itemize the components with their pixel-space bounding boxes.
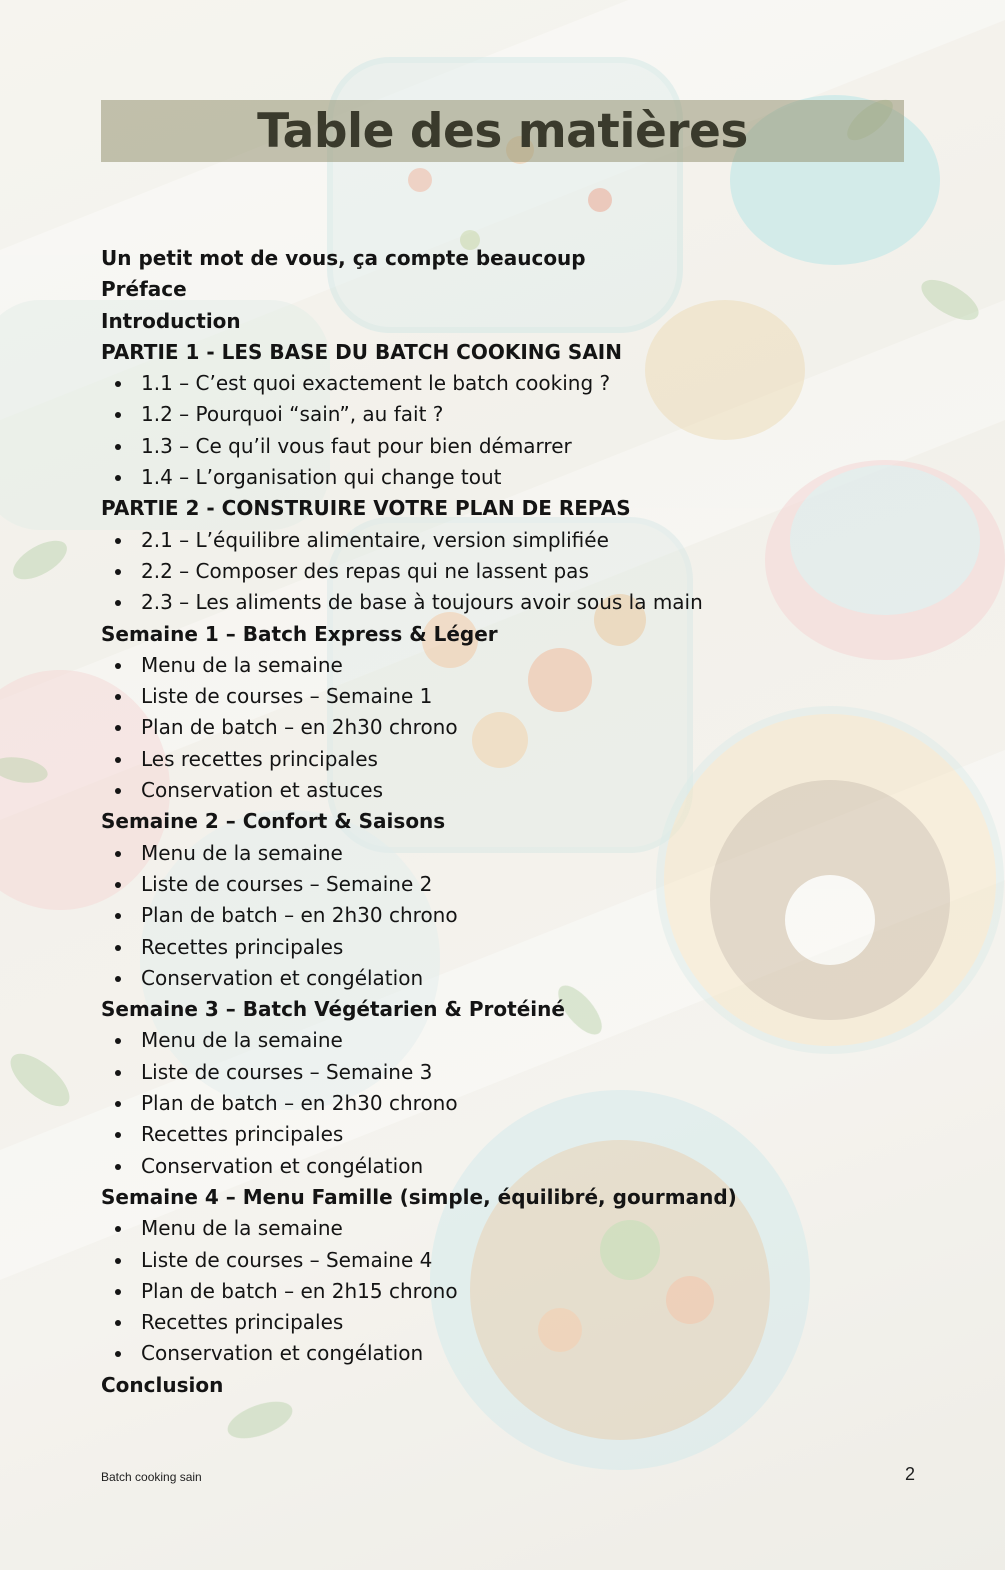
toc-entry[interactable]	[101, 368, 921, 399]
toc-section-heading[interactable]: Préface	[101, 277, 187, 302]
bullet-icon	[115, 976, 121, 982]
toc-entry-label: Menu de la semaine	[141, 652, 343, 677]
bullet-icon	[115, 788, 121, 794]
toc-entry-label: Recettes principales	[141, 934, 344, 959]
toc-entry-label: Liste de courses – Semaine 4	[141, 1247, 433, 1272]
toc-section-heading[interactable]: Un petit mot de vous, ça compte beaucoup	[101, 246, 586, 270]
toc-section-heading[interactable]: PARTIE 1 - LES BASE DU BATCH COOKING SAIN	[101, 339, 622, 364]
toc-entry[interactable]	[101, 744, 921, 775]
table-of-contents	[101, 243, 921, 1401]
bullet-icon	[115, 444, 121, 450]
toc-section-heading[interactable]: PARTIE 2 - CONSTRUIRE VOTRE PLAN DE REPAS	[101, 496, 631, 521]
toc-entry[interactable]	[101, 1057, 921, 1088]
toc-entry-label: 1.3 – Ce qu’il vous faut pour bien démarrer	[141, 433, 572, 458]
toc-entry[interactable]	[101, 1151, 921, 1182]
toc-entry-label: Conservation et congélation	[141, 965, 424, 990]
bullet-icon	[115, 1070, 121, 1076]
toc-entry-label: Menu de la semaine	[141, 1028, 343, 1053]
toc-entry[interactable]	[101, 1088, 921, 1119]
toc-entry-label: Les recettes principales	[141, 746, 378, 771]
bullet-icon	[115, 1132, 121, 1138]
page-title: Table des matières	[257, 103, 748, 159]
bullet-icon	[115, 694, 121, 700]
toc-entry[interactable]	[101, 681, 921, 712]
bullet-icon	[115, 1101, 121, 1107]
toc-section-heading[interactable]: Semaine 3 – Batch Végétarien & Protéiné	[101, 997, 565, 1022]
bullet-icon	[115, 1164, 121, 1170]
bullet-icon	[115, 725, 121, 731]
toc-entry-label: Plan de batch – en 2h30 chrono	[141, 903, 458, 928]
toc-section-heading[interactable]: Semaine 1 – Batch Express & Léger	[101, 621, 498, 646]
bullet-icon	[115, 663, 121, 669]
toc-entry-label: Liste de courses – Semaine 3	[141, 1059, 433, 1084]
toc-entry-label: Conservation et congélation	[141, 1341, 424, 1366]
bullet-icon	[115, 882, 121, 888]
toc-entry[interactable]	[101, 869, 921, 900]
bullet-icon	[115, 475, 121, 481]
toc-entry[interactable]	[101, 556, 921, 587]
toc-section-heading[interactable]: Introduction	[101, 308, 241, 333]
toc-entry-label: 2.2 – Composer des repas qui ne lassent pas	[141, 558, 589, 583]
toc-entry[interactable]	[101, 650, 921, 681]
toc-entry[interactable]	[101, 963, 921, 994]
toc-entry[interactable]	[101, 462, 921, 493]
toc-entry[interactable]	[101, 1245, 921, 1276]
toc-entry-label: 2.3 – Les aliments de base à toujours avoir sous la main	[141, 590, 703, 615]
toc-entry-label: 1.4 – L’organisation qui change tout	[141, 465, 502, 490]
toc-entry-label: Plan de batch – en 2h30 chrono	[141, 1091, 458, 1116]
toc-entry-label: Menu de la semaine	[141, 1216, 343, 1241]
bullet-icon	[115, 851, 121, 857]
toc-entry-label: Recettes principales	[141, 1310, 344, 1335]
toc-entry-label: 1.2 – Pourquoi “sain”, au fait ?	[141, 402, 444, 427]
bullet-icon	[115, 381, 121, 387]
toc-entry[interactable]	[101, 1338, 921, 1369]
page-number: 2	[904, 1464, 915, 1484]
bullet-icon	[115, 757, 121, 763]
toc-entry[interactable]	[101, 932, 921, 963]
toc-entry-label: Menu de la semaine	[141, 840, 343, 865]
toc-entry[interactable]	[101, 525, 921, 556]
toc-entry-label: 2.1 – L’équilibre alimentaire, version simplifiée	[141, 527, 609, 552]
bullet-icon	[115, 1289, 121, 1295]
bullet-icon	[115, 412, 121, 418]
bullet-icon	[115, 1226, 121, 1232]
toc-entry[interactable]	[101, 775, 921, 806]
bullet-icon	[115, 1258, 121, 1264]
bullet-icon	[115, 1320, 121, 1326]
toc-entry[interactable]	[101, 399, 921, 430]
toc-entry-label: Conservation et congélation	[141, 1153, 424, 1178]
toc-entry[interactable]	[101, 1119, 921, 1150]
toc-entry[interactable]	[101, 1307, 921, 1338]
toc-entry[interactable]	[101, 587, 921, 618]
bullet-icon	[115, 600, 121, 606]
bullet-icon	[115, 538, 121, 544]
toc-section-heading[interactable]: Conclusion	[101, 1372, 224, 1397]
bullet-icon	[115, 1351, 121, 1357]
toc-entry[interactable]	[101, 1276, 921, 1307]
toc-section-heading[interactable]: Semaine 2 – Confort & Saisons	[101, 809, 446, 834]
toc-entry-label: Liste de courses – Semaine 1	[141, 684, 433, 709]
bullet-icon	[115, 1038, 121, 1044]
bullet-icon	[115, 569, 121, 575]
toc-entry-label: Conservation et astuces	[141, 778, 384, 803]
toc-entry[interactable]	[101, 431, 921, 462]
bullet-icon	[115, 945, 121, 951]
footer-book-title: Batch cooking sain	[101, 1470, 202, 1484]
toc-section-heading[interactable]: Semaine 4 – Menu Famille (simple, équilibré, gourmand)	[101, 1184, 737, 1209]
title-banner	[101, 100, 904, 162]
toc-entry-label: Liste de courses – Semaine 2	[141, 871, 433, 896]
toc-entry[interactable]	[101, 712, 921, 743]
toc-entry[interactable]	[101, 900, 921, 931]
toc-entry[interactable]	[101, 1213, 921, 1244]
toc-entry[interactable]	[101, 1025, 921, 1056]
toc-entry-label: Recettes principales	[141, 1122, 344, 1147]
toc-entry-label: Plan de batch – en 2h15 chrono	[141, 1278, 458, 1303]
toc-entry[interactable]	[101, 838, 921, 869]
toc-entry-label: 1.1 – C’est quoi exactement le batch cooking ?	[141, 371, 611, 396]
toc-entry-label: Plan de batch – en 2h30 chrono	[141, 715, 458, 740]
bullet-icon	[115, 913, 121, 919]
